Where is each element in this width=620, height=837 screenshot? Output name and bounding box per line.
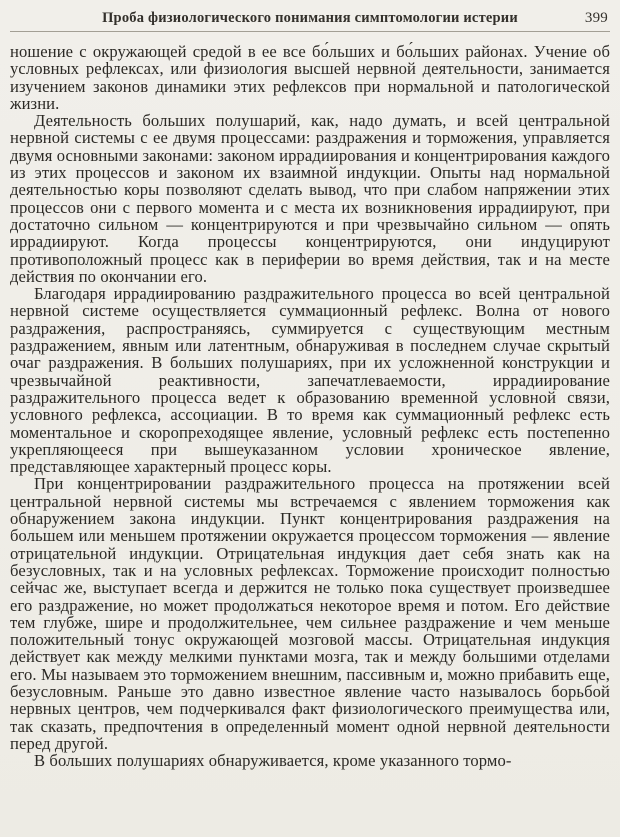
page-body bbox=[10, 43, 610, 769]
paragraph: Благодаря иррадиированию раздражительного процесса во всей центральной нервной системе осуществляется суммационный рефлекс. Волна от нового раздражения, распространяясь, суммируется с существующим местным раздражением, явным или латентным, обнаруживая в последнем случае скрытый очаг раздражения. В больших полушариях, при их усложненной конструкции и чрезвычайной реактивности, запечатлеваемости, иррадиирование раздражительного процесса ведет к образованию временной условной связи, условного рефлекса, ассоциации. В то время как суммационный рефлекс есть моментальное и скоропреходящее явление, условный рефлекс есть постепенно укрепляющееся при вышеуказанном условии хроническое явление, представляющее характерный процесс коры. bbox=[10, 284, 610, 477]
running-header bbox=[10, 9, 610, 32]
paragraph-continuation: ношение с окружающей средой в ее все бо́льших и бо́льших районах. Учение об условных рефлексах, или физиология высшей нервной деятельности, занимается изучением законов динамики этих рефлексов при нормальной и патологической жизни. bbox=[10, 42, 610, 113]
page-number: 399 bbox=[584, 10, 608, 26]
running-title: Проба физиологического понимания симптомологии истерии bbox=[102, 10, 518, 26]
paragraph-last-cutoff: В больших полушариях обнаруживается, кроме указанного тормо- bbox=[34, 751, 512, 771]
paragraph: При концентрировании раздражительного процесса на протяжении всей центральной нервной системы мы встречаемся с явлением торможения как обнаружением закона индукции. Пункт концентрирования раздражения на большем или меньшем протяжении окружается процессом торможения — явление отрицательной индукции. Отрицательная индукция дает себя знать как на безусловных, так и на условных рефлексах. Торможение происходит полностью сейчас же, выступает всегда и держится не только пока существует произведшее его раздражение, но может продолжаться некоторое время и потом. Его действие тем глубже, шире и продолжительнее, чем сильнее раздражение и чем меньше положительный тонус окружающей мозговой массы. Отрицательная индукция действует как между мелкими пунктами мозга, так и между большими отделами его. Мы называем это торможением внешним, пассивным и, можно прибавить еще, безусловным. Раньше это давно известное явление часто называлось борьбой нервных центров, чем подчеркивался факт физиологического преимущества или, так сказать, предпочтения в определенный момент одной нервной деятельности перед другой. bbox=[10, 474, 610, 753]
paragraph: Деятельность больших полушарий, как, надо думать, и всей центральной нервной системы с ее двумя процессами: раздражения и торможения, управляется двумя основными законами: законом иррадиирования и концентрирования каждого из этих процессов и законом их взаимной индукции. Опыты над нормальной деятельностью коры позволяют сделать вывод, что при слабом напряжении этих процессов они с первого момента и с места их возникновения иррадиируют, при достаточно сильном — концентрируются и при чрезвычайно сильном — опять иррадиируют. Когда процессы концентрируются, они индуцируют противоположный процесс как в периферии во время действия, так и на месте действия по окончании его. bbox=[10, 111, 610, 286]
